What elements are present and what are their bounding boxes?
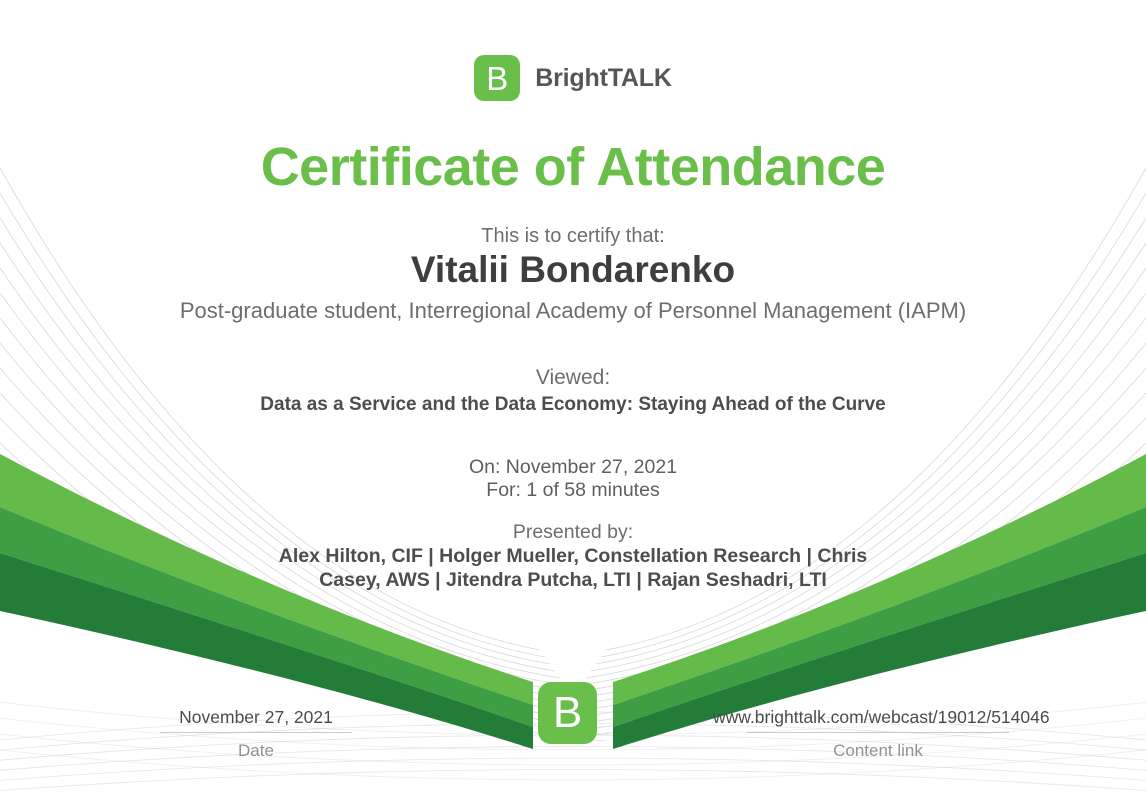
- logo-letter: B: [486, 59, 509, 97]
- brighttalk-logo-icon-bottom: [538, 682, 597, 744]
- brighttalk-logo-icon: [474, 55, 520, 101]
- viewed-label: Viewed:: [535, 366, 611, 389]
- viewed-duration: For: 1 of 58 minutes: [486, 479, 660, 501]
- viewed-date: On: November 27, 2021: [468, 456, 678, 478]
- content-link-label: Content link: [833, 741, 923, 760]
- date-field: [91, 706, 421, 761]
- presenters-list: [0, 544, 1146, 592]
- webcast-title: Data as a Service and the Data Economy: Staying Ahead of the Curve: [260, 394, 886, 415]
- presented-by-label: Presented by:: [512, 521, 634, 543]
- certify-line: This is to certify that:: [481, 225, 665, 247]
- date-signature-line: [160, 732, 352, 733]
- content-link-signature-line: [747, 732, 1009, 733]
- brand-name: BrightTALK: [535, 63, 672, 92]
- logo-letter: B: [552, 688, 583, 737]
- content-link-field: [713, 706, 1050, 761]
- date-label: Date: [238, 741, 274, 760]
- content-link-value: www.brighttalk.com/webcast/19012/514046: [713, 707, 1050, 727]
- recipient-affiliation: Post-graduate student, Interregional Academy of Personnel Management (IAPM): [179, 298, 967, 323]
- date-value: November 27, 2021: [179, 707, 333, 727]
- brand-logo: [0, 55, 1146, 101]
- recipient-name: Vitalii Bondarenko: [410, 249, 736, 290]
- presenters-line-1: Alex Hilton, CIF | Holger Mueller, Constellation Research | Chris: [278, 545, 868, 567]
- presenters-line-2: Casey, AWS | Jitendra Putcha, LTI | Rajan Seshadri, LTI: [319, 569, 827, 591]
- certificate-title: Certificate of Attendance: [260, 137, 886, 197]
